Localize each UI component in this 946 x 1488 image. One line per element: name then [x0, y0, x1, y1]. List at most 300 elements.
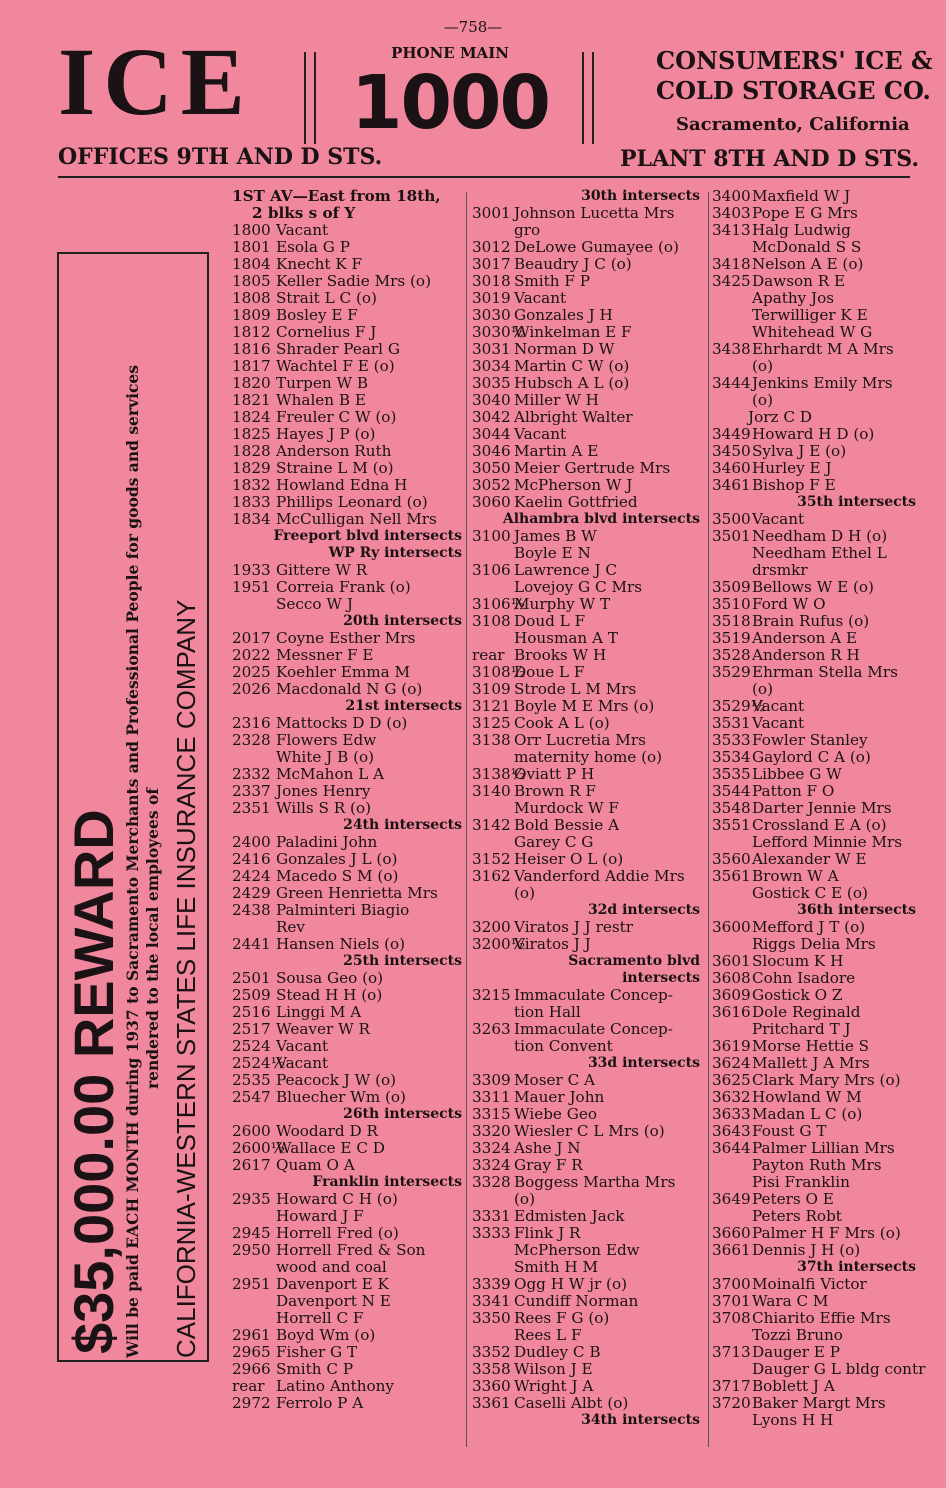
house-number: 3320 [472, 1122, 511, 1140]
resident-name: Doud L F [514, 612, 586, 630]
house-number: 3019 [472, 289, 511, 307]
resident-name: Straine L M (o) [276, 459, 394, 477]
listing [472, 1242, 700, 1259]
house-number: 3548 [712, 799, 751, 817]
house-number: 3138½ [472, 765, 526, 783]
listing [472, 1344, 700, 1361]
resident-name: (o) [752, 680, 773, 698]
listing [712, 1140, 916, 1157]
house-number: 3625 [712, 1071, 751, 1089]
listing [472, 205, 700, 222]
resident-name: Sousa Geo (o) [276, 969, 384, 987]
resident-name: wood and coal [276, 1258, 387, 1276]
house-number: 3450 [712, 442, 751, 460]
resident-name: Orr Lucretia Mrs [514, 731, 646, 749]
listing [232, 630, 462, 647]
house-number: 2332 [232, 765, 271, 783]
listing [712, 307, 916, 324]
resident-name: Correia Frank (o) [276, 578, 411, 596]
listing [472, 375, 700, 392]
resident-name: Messner F E [276, 646, 374, 664]
intersection-heading: 30th intersects [581, 188, 700, 204]
resident-name: Libbee G W [752, 765, 842, 783]
resident-name: Mattocks D D (o) [276, 714, 408, 732]
listing [472, 1293, 700, 1310]
resident-name: Housman A T [514, 629, 618, 647]
resident-name: Boyle M E Mrs (o) [514, 697, 655, 715]
resident-name: Tozzi Bruno [752, 1326, 843, 1344]
house-number: 2438 [232, 901, 271, 919]
resident-name: Vacant [514, 425, 567, 443]
listing [712, 409, 916, 426]
resident-name: Pope E G Mrs [752, 204, 858, 222]
resident-name: Foust G T [752, 1122, 827, 1140]
intersection-heading: Franklin intersects [312, 1174, 462, 1190]
resident-name: Darter Jennie Mrs [752, 799, 892, 817]
house-number: 3311 [472, 1088, 511, 1106]
resident-name: Bosley E F [276, 306, 358, 324]
resident-name: Wright J A [514, 1377, 594, 1395]
resident-name: Weaver W R [276, 1020, 370, 1038]
listing [712, 630, 916, 647]
resident-name: Green Henrietta Mrs [276, 884, 438, 902]
house-number: 1800 [232, 221, 271, 239]
listing [712, 1123, 916, 1140]
house-number: 3044 [472, 425, 511, 443]
reward-ad [57, 252, 209, 1362]
listing [712, 1174, 916, 1191]
house-number: 3700 [712, 1275, 751, 1293]
resident-name: tion Convent [514, 1037, 613, 1055]
reward-text-line-2: rendered to the local employees of [143, 787, 162, 1089]
resident-name: Doue L F [514, 663, 585, 681]
resident-name: Gostick C E (o) [752, 884, 868, 902]
listing [712, 885, 916, 902]
resident-name: maternity home (o) [514, 748, 663, 766]
listing [472, 1174, 700, 1191]
listing [712, 664, 916, 681]
house-number: 2022 [232, 646, 271, 664]
listing [712, 1310, 916, 1327]
resident-name: Bellows W E (o) [752, 578, 874, 596]
listing [232, 1038, 462, 1055]
house-number: 3200 [472, 918, 511, 936]
house-number: 3140 [472, 782, 511, 800]
resident-name: Palminteri Biagio [276, 901, 410, 919]
house-number: 2617 [232, 1156, 271, 1174]
house-number: 1817 [232, 357, 271, 375]
listing [712, 1191, 916, 1208]
listing [472, 358, 700, 375]
listing [472, 1106, 700, 1123]
listing [232, 460, 462, 477]
listing [712, 256, 916, 273]
listing [232, 783, 462, 800]
resident-name: Ogg H W jr (o) [514, 1275, 628, 1293]
house-number: 1828 [232, 442, 271, 460]
listing [232, 681, 462, 698]
listing [712, 817, 916, 834]
listing [232, 970, 462, 987]
listing [232, 1259, 462, 1276]
resident-name: Jones Henry [276, 782, 371, 800]
resident-name: Smith F P [514, 272, 590, 290]
house-number: 1804 [232, 255, 271, 273]
listing [232, 1344, 462, 1361]
listing [472, 545, 700, 562]
listing [472, 341, 700, 358]
resident-name: Hansen Niels (o) [276, 935, 406, 953]
listing [232, 1123, 462, 1140]
listing [232, 834, 462, 851]
listing [712, 341, 916, 358]
resident-name: Cornelius F J [276, 323, 377, 341]
listing [712, 766, 916, 783]
resident-name: Flink J R [514, 1224, 581, 1242]
resident-name: Macedo S M (o) [276, 867, 399, 885]
house-number: 3341 [472, 1292, 511, 1310]
house-number: 3331 [472, 1207, 511, 1225]
house-number: 3328 [472, 1173, 511, 1191]
listing [232, 1208, 462, 1225]
house-number: 3413 [712, 221, 751, 239]
house-number: 1834 [232, 510, 271, 528]
house-number: 2316 [232, 714, 271, 732]
listing [472, 307, 700, 324]
house-number: 3644 [712, 1139, 751, 1157]
listing [472, 1378, 700, 1395]
listing [472, 596, 700, 613]
house-number: 3660 [712, 1224, 751, 1242]
street-heading: 1ST AV—East from 18th, [232, 187, 441, 205]
listing [712, 443, 916, 460]
listing [232, 1378, 462, 1395]
resident-name: Smith H M [514, 1258, 598, 1276]
listing [232, 426, 462, 443]
listing [472, 800, 700, 817]
resident-name: Crossland E A (o) [752, 816, 887, 834]
house-number: 1825 [232, 425, 271, 443]
resident-name: Riggs Delia Mrs [752, 935, 876, 953]
resident-name: Bluecher Wm (o) [276, 1088, 406, 1106]
resident-name: Immaculate Concep- [514, 986, 673, 1004]
listing [232, 596, 462, 613]
resident-name: Caselli Albt (o) [514, 1394, 629, 1412]
listing [232, 443, 462, 460]
house-number: 3438 [712, 340, 751, 358]
listing [712, 1106, 916, 1123]
listing [232, 562, 462, 579]
house-number: 3418 [712, 255, 751, 273]
listing [712, 1208, 916, 1225]
listing [472, 426, 700, 443]
resident-name: Gray F R [514, 1156, 583, 1174]
listing [712, 1395, 916, 1412]
resident-name: Nelson A E (o) [752, 255, 864, 273]
house-number: 2951 [232, 1275, 271, 1293]
listing [232, 1276, 462, 1293]
listing [712, 953, 916, 970]
resident-name: Hurley E J [752, 459, 832, 477]
house-number: 3444 [712, 374, 751, 392]
listing [472, 460, 700, 477]
listing [712, 375, 916, 392]
resident-name: Horrell Fred (o) [276, 1224, 399, 1242]
listing [712, 358, 916, 375]
house-number: 3361 [472, 1394, 511, 1412]
company-line-1: CONSUMERS' ICE & [656, 46, 933, 75]
house-number: 3551 [712, 816, 751, 834]
page-number: —758— [443, 18, 503, 36]
resident-name: Wallace E C D [276, 1139, 385, 1157]
listing [232, 647, 462, 664]
listing [232, 1072, 462, 1089]
listing [712, 1344, 916, 1361]
listing [472, 239, 700, 256]
resident-name: Oviatt P H [514, 765, 595, 783]
house-number: 3106 [472, 561, 511, 579]
resident-name: Vacant [276, 1054, 329, 1072]
listing [472, 1361, 700, 1378]
resident-name: Cook A L (o) [514, 714, 610, 732]
resident-name: Dudley C B [514, 1343, 601, 1361]
house-number: 3616 [712, 1003, 751, 1021]
resident-name: Peters O E [752, 1190, 834, 1208]
resident-name: Garey C G [514, 833, 594, 851]
house-number: 3339 [472, 1275, 511, 1293]
listing [712, 919, 916, 936]
house-number: 3108½ [472, 663, 526, 681]
company-name [656, 46, 933, 106]
resident-name: Albright Walter [514, 408, 633, 426]
house-number: 3609 [712, 986, 751, 1004]
house-number: 3324 [472, 1139, 511, 1157]
resident-name: (o) [514, 884, 535, 902]
house-number: 2424 [232, 867, 271, 885]
house-number: 3529 [712, 663, 751, 681]
house-number: 2501 [232, 969, 271, 987]
resident-name: Pisi Franklin [752, 1173, 850, 1191]
house-number: 3360 [472, 1377, 511, 1395]
house-number: 3030 [472, 306, 511, 324]
listing [472, 494, 700, 511]
resident-name: (o) [752, 357, 773, 375]
listing [472, 987, 700, 1004]
house-number: 3309 [472, 1071, 511, 1089]
listing [712, 970, 916, 987]
house-number: 1933 [232, 561, 271, 579]
house-number: 3121 [472, 697, 511, 715]
resident-name: Anderson Ruth [276, 442, 392, 460]
house-number: 2945 [232, 1224, 271, 1242]
listing [712, 1004, 916, 1021]
listing [232, 307, 462, 324]
resident-name: Boblett J A [752, 1377, 835, 1395]
house-number: 3518 [712, 612, 751, 630]
resident-name: Bold Bessie A [514, 816, 620, 834]
resident-name: Boyle E N [514, 544, 591, 562]
resident-name: Koehler Emma M [276, 663, 411, 681]
resident-name: Howland Edna H [276, 476, 408, 494]
resident-name: White J B (o) [276, 748, 375, 766]
resident-name: Martin A E [514, 442, 599, 460]
listing [232, 919, 462, 936]
resident-name: Lefford Minnie Mrs [752, 833, 903, 851]
resident-name: Fowler Stanley [752, 731, 868, 749]
house-number: 3601 [712, 952, 751, 970]
directory-column-2 [472, 188, 700, 1429]
house-number: 1801 [232, 238, 271, 256]
house-number: 3649 [712, 1190, 751, 1208]
company-line-2: COLD STORAGE CO. [656, 76, 931, 105]
reward-text-line: Will be paid EACH MONTH during 1937 to Sacramento Merchants and Professional People for goods and services [123, 364, 142, 1358]
resident-name: Dauger G L bldg contr [752, 1360, 926, 1378]
listing [232, 409, 462, 426]
resident-name: Howard J F [276, 1207, 364, 1225]
resident-name: Whitehead W G [752, 323, 873, 341]
listing [712, 477, 916, 494]
listing [712, 1225, 916, 1242]
resident-name: Dennis J H (o) [752, 1241, 861, 1259]
listing [472, 1157, 700, 1174]
listing [232, 936, 462, 953]
resident-name: Terwilliger K E [752, 306, 868, 324]
listing [712, 1089, 916, 1106]
house-number: 3544 [712, 782, 751, 800]
house-number: 3333 [472, 1224, 511, 1242]
house-number: 2961 [232, 1326, 271, 1344]
resident-name: Murphy W T [514, 595, 611, 613]
house-number: 1808 [232, 289, 271, 307]
listing [472, 477, 700, 494]
listing [712, 647, 916, 664]
resident-name: Howard C H (o) [276, 1190, 398, 1208]
house-number: 3661 [712, 1241, 751, 1259]
house-number: 2017 [232, 629, 271, 647]
house-number: 3600 [712, 918, 751, 936]
resident-name: Davenport E K [276, 1275, 389, 1293]
resident-name: Hayes J P (o) [276, 425, 376, 443]
listing [472, 392, 700, 409]
resident-name: Ashe J N [514, 1139, 581, 1157]
listing [472, 1021, 700, 1038]
house-number: 3560 [712, 850, 751, 868]
resident-name: Wilson J E [514, 1360, 593, 1378]
listing [472, 1004, 700, 1021]
resident-name: Payton Ruth Mrs [752, 1156, 882, 1174]
listing [712, 511, 916, 528]
listing [232, 222, 462, 239]
resident-name: Boyd Wm (o) [276, 1326, 376, 1344]
house-number: 2026 [232, 680, 271, 698]
listing [232, 1191, 462, 1208]
listing [232, 273, 462, 290]
house-number: 3040 [472, 391, 511, 409]
resident-name: Brooks W H [514, 646, 607, 664]
house-number: 2328 [232, 731, 271, 749]
listing [232, 1004, 462, 1021]
house-number: 3535 [712, 765, 751, 783]
house-number: 3106½ [472, 595, 526, 613]
listing [712, 1293, 916, 1310]
resident-name: McCulligan Nell Mrs [276, 510, 437, 528]
listing [712, 324, 916, 341]
resident-name: Jenkins Emily Mrs [752, 374, 893, 392]
resident-name: Mefford J T (o) [752, 918, 866, 936]
house-number: 3561 [712, 867, 751, 885]
listing [232, 1395, 462, 1412]
intersection-heading: Alhambra blvd intersects [502, 511, 700, 527]
resident-name: Horrell C F [276, 1309, 364, 1327]
listing [712, 851, 916, 868]
resident-name: Gostick O Z [752, 986, 843, 1004]
resident-name: Stead H H (o) [276, 986, 383, 1004]
resident-name: Rev [276, 918, 306, 936]
resident-name: Wiebe Geo [514, 1105, 597, 1123]
resident-name: Vanderford Addie Mrs [514, 867, 685, 885]
house-number: 1812 [232, 323, 271, 341]
resident-name: Palmer H F Mrs (o) [752, 1224, 901, 1242]
listing [712, 1276, 916, 1293]
listing [472, 1310, 700, 1327]
listing [472, 290, 700, 307]
resident-name: McPherson Edw [514, 1241, 640, 1259]
resident-name: Lawrence J C [514, 561, 618, 579]
resident-name: Coyne Esther Mrs [276, 629, 416, 647]
house-number: rear [472, 646, 505, 664]
resident-name: McMahon L A [276, 765, 385, 783]
header-rule [58, 176, 910, 178]
listing [712, 205, 916, 222]
resident-name: Gonzales J L (o) [276, 850, 398, 868]
house-number: 3324 [472, 1156, 511, 1174]
listing [472, 1089, 700, 1106]
listing [472, 409, 700, 426]
house-number: 3162 [472, 867, 511, 885]
listing [712, 426, 916, 443]
resident-name: Meier Gertrude Mrs [514, 459, 671, 477]
resident-name: Brown R F [514, 782, 596, 800]
resident-name: Macdonald N G (o) [276, 680, 423, 698]
listing [232, 579, 462, 596]
resident-name: Viratos J J [514, 935, 591, 953]
resident-name: Quam O A [276, 1156, 355, 1174]
listing [232, 800, 462, 817]
intersection-heading: 25th intersects [343, 953, 462, 969]
listing [232, 664, 462, 681]
resident-name: Cundiff Norman [514, 1292, 639, 1310]
house-number: 2337 [232, 782, 271, 800]
listing [712, 936, 916, 953]
resident-name: Peacock J W (o) [276, 1071, 397, 1089]
listing [712, 613, 916, 630]
resident-name: Lyons H H [752, 1411, 834, 1429]
house-number: 3030½ [472, 323, 526, 341]
listing [232, 1225, 462, 1242]
resident-name: Lovejoy G C Mrs [514, 578, 643, 596]
resident-name: Miller W H [514, 391, 599, 409]
listing [232, 358, 462, 375]
house-number: 1805 [232, 272, 271, 290]
listing [232, 494, 462, 511]
listing [232, 1157, 462, 1174]
resident-name: drsmkr [752, 561, 808, 579]
listing [232, 1055, 462, 1072]
house-number: 3352 [472, 1343, 511, 1361]
house-number: 3358 [472, 1360, 511, 1378]
resident-name: Secco W J [276, 595, 353, 613]
house-number: 3152 [472, 850, 511, 868]
